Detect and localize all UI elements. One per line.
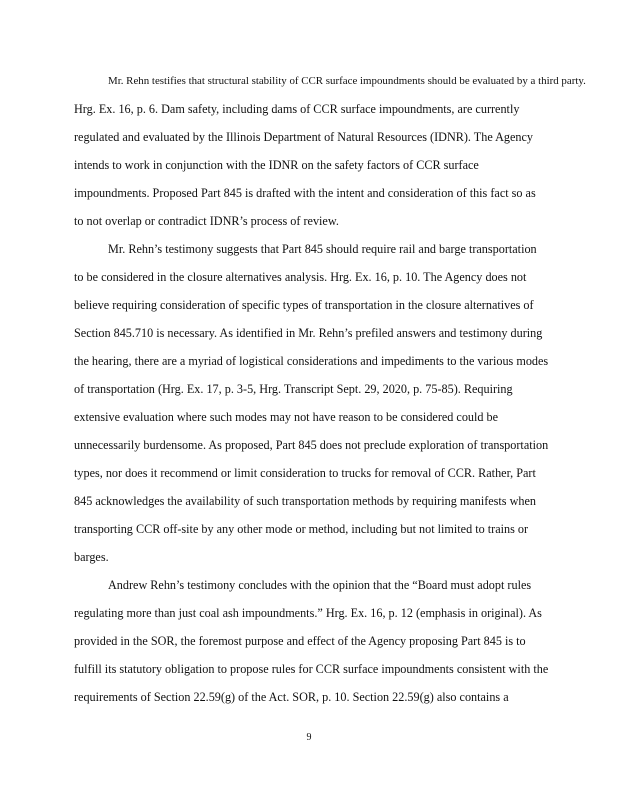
paragraph-2-line: barges. — [74, 550, 109, 564]
paragraph-3-line: requirements of Section 22.59(g) of the Act. SOR, p. 10. Section 22.59(g) also contains a — [74, 690, 509, 704]
paragraph-2-line: extensive evaluation where such modes may not have reason to be considered could be — [74, 410, 499, 424]
paragraph-2-line: of transportation (Hrg. Ex. 17, p. 3-5, Hrg. Transcript Sept. 29, 2020, p. 75-85). Requiring — [74, 382, 513, 396]
paragraph-1-line: Mr. Rehn testifies that structural stability of CCR surface impoundments should be evaluated by a third party. — [108, 75, 586, 87]
paragraph-2-line: transporting CCR off-site by any other mode or method, including but not limited to trains or — [74, 522, 529, 536]
paragraph-2-line: types, nor does it recommend or limit consideration to trucks for removal of CCR. Rather, Part — [74, 466, 536, 480]
paragraph-2-line: the hearing, there are a myriad of logistical considerations and impediments to the various modes — [74, 354, 549, 368]
page-number: 9 — [306, 732, 312, 743]
paragraph-3-line: fulfill its statutory obligation to propose rules for CCR surface impoundments consistent with the — [74, 662, 549, 676]
paragraph-2-line: believe requiring consideration of specific types of transportation in the closure alternatives of — [74, 298, 534, 312]
paragraph-2-line: to be considered in the closure alternatives analysis. Hrg. Ex. 16, p. 10. The Agency does not — [74, 270, 527, 284]
paragraph-1-line: regulated and evaluated by the Illinois Department of Natural Resources (IDNR). The Agency — [74, 130, 534, 144]
paragraph-2-line: 845 acknowledges the availability of such transportation methods by requiring manifests when — [74, 494, 537, 508]
paragraph-3-line: Andrew Rehn’s testimony concludes with the opinion that the “Board must adopt rules — [108, 578, 532, 592]
paragraph-3-line: regulating more than just coal ash impoundments.” Hrg. Ex. 16, p. 12 (emphasis in original). As — [74, 606, 542, 620]
paragraph-1-line: Hrg. Ex. 16, p. 6. Dam safety, including dams of CCR surface impoundments, are currently — [74, 102, 520, 116]
paragraph-2-line: unnecessarily burdensome. As proposed, Part 845 does not preclude exploration of transportation — [74, 438, 549, 452]
paragraph-3-line: provided in the SOR, the foremost purpose and effect of the Agency proposing Part 845 is to — [74, 634, 526, 648]
paragraph-1-line: intends to work in conjunction with the IDNR on the safety factors of CCR surface — [74, 158, 479, 172]
document-body — [74, 67, 588, 711]
paragraph-1-line: to not overlap or contradict IDNR’s process of review. — [74, 214, 339, 228]
paragraph-1-line: impoundments. Proposed Part 845 is drafted with the intent and consideration of this fact so as — [74, 186, 536, 200]
paragraph-2-line: Section 845.710 is necessary. As identified in Mr. Rehn’s prefiled answers and testimony during — [74, 326, 543, 340]
paragraph-2-line: Mr. Rehn’s testimony suggests that Part 845 should require rail and barge transportation — [108, 242, 537, 256]
